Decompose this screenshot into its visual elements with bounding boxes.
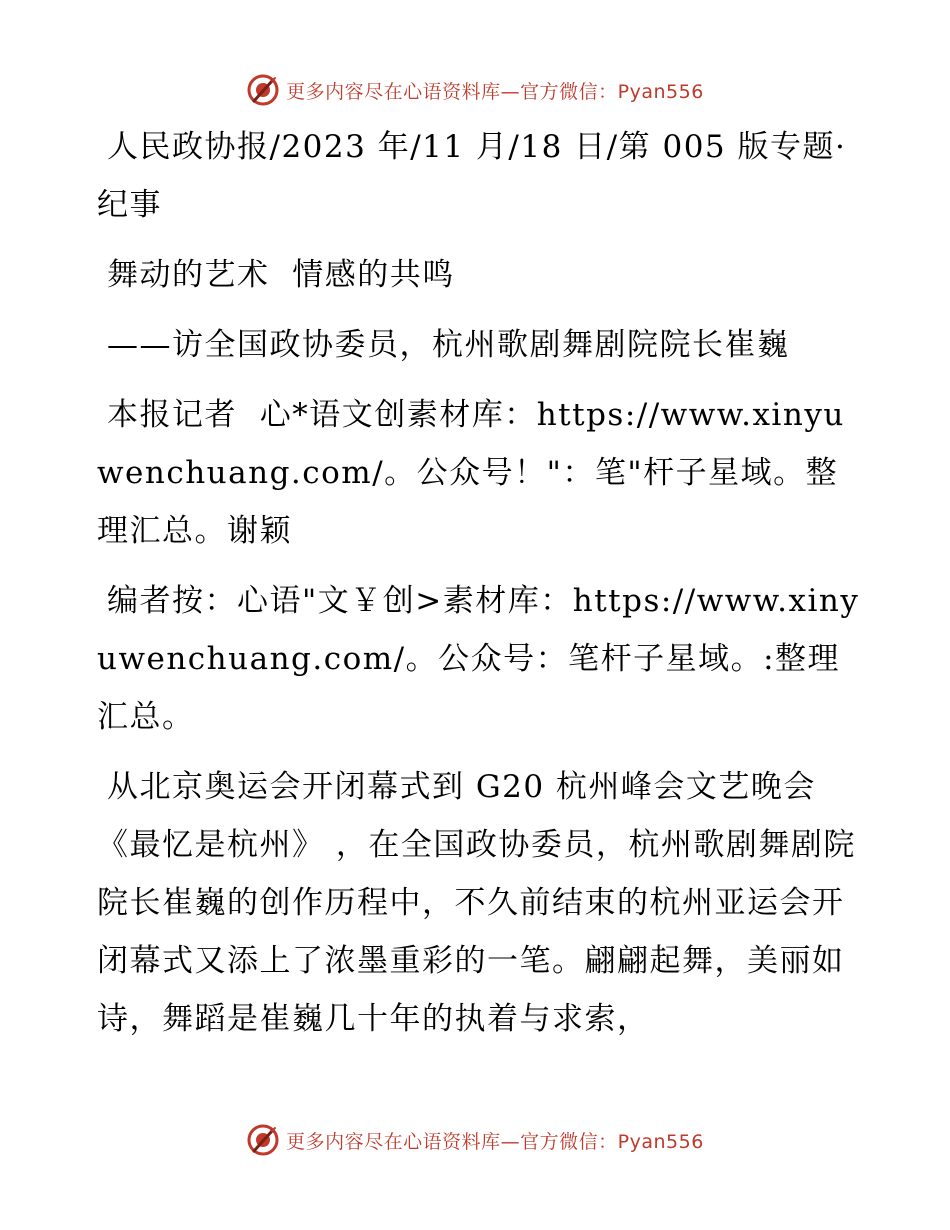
article-paragraph: 从北京奥运会开闭幕式到 G20 杭州峰会文艺晚会《最忆是杭州》 ，在全国政协委员，杭州歌剧舞剧院院长崔巍的创作历程中，不久前结束的杭州亚运会开闭幕式又添上了浓墨重彩的一笔。翩翩起舞，美丽如诗，舞蹈是崔巍几十年的执着与求索， — [97, 769, 856, 1037]
header-watermark-banner — [0, 70, 950, 110]
banner-text: 更多内容尽在心语资料库—官方微信：Pyan556 — [286, 80, 704, 103]
pen-circle-logo-icon — [246, 1123, 280, 1157]
pen-circle-logo-icon — [246, 73, 280, 107]
article-reporter: 本报记者 心*语文创素材库：https://www.xinyuwenchuang.com/。公众号！"：笔"杆子星域。整理汇总。谢颖 — [97, 397, 845, 549]
footer-watermark-banner — [0, 1120, 950, 1160]
banner-text: 更多内容尽在心语资料库—官方微信：Pyan556 — [286, 1130, 704, 1153]
article-title: 舞动的艺术 情感的共鸣 — [107, 257, 455, 293]
article-body — [97, 118, 867, 1060]
article-subtitle: ——访全国政协委员，杭州歌剧舞剧院院长崔巍 — [107, 327, 790, 363]
article-source: 人民政协报/2023 年/11 月/18 日/第 005 版专题· 纪事 — [97, 129, 858, 223]
editor-note: 编者按：心语"文￥创>素材库：https://www.xinyuwenchuang.com/。公众号：笔杆子星域。:整理汇总。 — [97, 583, 860, 735]
